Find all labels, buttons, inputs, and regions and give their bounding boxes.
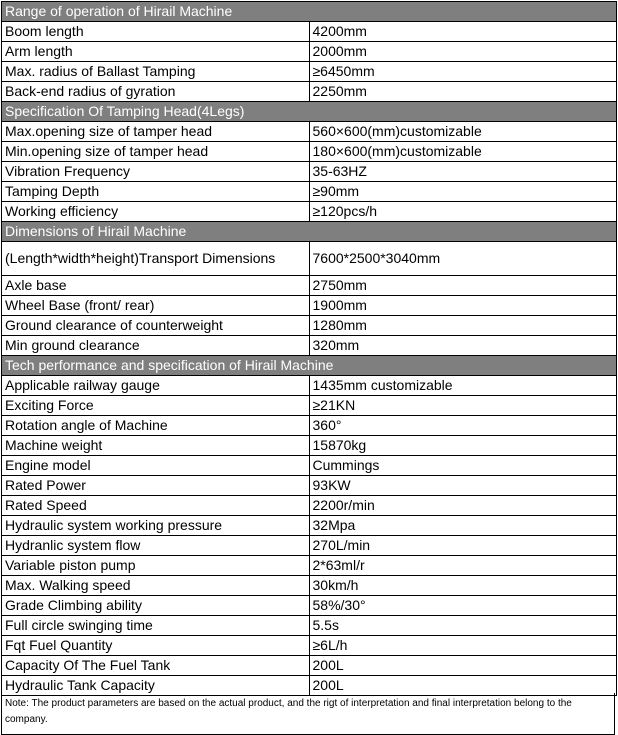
table-row: [2, 436, 617, 456]
table-row: [2, 42, 617, 62]
parameter-value: ≥6450mm: [309, 62, 617, 82]
parameter-name: Variable piston pump: [2, 556, 310, 576]
table-row: [2, 416, 617, 436]
table-row: [2, 202, 617, 222]
parameter-name: Max. Walking speed: [2, 576, 310, 596]
parameter-value: 4200mm: [309, 22, 617, 42]
parameter-name: Full circle swinging time: [2, 616, 310, 636]
parameter-value: 1435mm customizable: [309, 376, 617, 396]
table-row: [2, 576, 617, 596]
parameter-name: Rotation angle of Machine: [2, 416, 310, 436]
section-header: [2, 2, 617, 22]
parameter-name: Hydranlic system flow: [2, 536, 310, 556]
table-row: [2, 656, 617, 676]
parameter-value: 35-63HZ: [309, 162, 617, 182]
parameter-name: Hydraulic Tank Capacity: [2, 676, 310, 696]
table-row: [2, 396, 617, 416]
parameter-name: Machine weight: [2, 436, 310, 456]
parameter-value: 360°: [309, 416, 617, 436]
parameter-name: Tamping Depth: [2, 182, 310, 202]
table-row: [2, 82, 617, 102]
parameter-value: ≥6L/h: [309, 636, 617, 656]
section-title: Specification Of Tamping Head(4Legs): [2, 102, 617, 122]
parameter-value: ≥90mm: [309, 182, 617, 202]
parameter-name: Boom length: [2, 22, 310, 42]
table-row: [2, 62, 617, 82]
parameter-name: Rated Speed: [2, 496, 310, 516]
parameter-name: Rated Power: [2, 476, 310, 496]
parameter-value: 5.5s: [309, 616, 617, 636]
table-row: [2, 516, 617, 536]
section-header: [2, 222, 617, 242]
parameter-value: 2200r/min: [309, 496, 617, 516]
table-row: [2, 242, 617, 276]
table-row: [2, 556, 617, 576]
table-row: [2, 376, 617, 396]
table-row: [2, 636, 617, 656]
parameter-value: ≥120pcs/h: [309, 202, 617, 222]
table-row: [2, 142, 617, 162]
parameter-value: 560×600(mm)customizable: [309, 122, 617, 142]
parameter-value: 93KW: [309, 476, 617, 496]
parameter-name: Hydraulic system working pressure: [2, 516, 310, 536]
parameter-name: (Length*width*height)Transport Dimensions: [2, 242, 310, 276]
table-row: [2, 182, 617, 202]
parameter-value: 180×600(mm)customizable: [309, 142, 617, 162]
parameter-name: Min ground clearance: [2, 336, 310, 356]
parameter-name: Wheel Base (front/ rear): [2, 296, 310, 316]
parameter-name: Axle base: [2, 276, 310, 296]
parameter-value: 1900mm: [309, 296, 617, 316]
parameter-value: 58%/30°: [309, 596, 617, 616]
section-header: [2, 102, 617, 122]
parameter-name: Ground clearance of counterweight: [2, 316, 310, 336]
parameter-name: Capacity Of The Fuel Tank: [2, 656, 310, 676]
table-row: [2, 316, 617, 336]
parameter-value: ≥21KN: [309, 396, 617, 416]
parameter-value: 32Mpa: [309, 516, 617, 536]
table-row: [2, 596, 617, 616]
parameter-value: 320mm: [309, 336, 617, 356]
parameter-name: Vibration Frequency: [2, 162, 310, 182]
footnote: Note: The product parameters are based on the actual product, and the rigt of interpretation and final interpretation belong to the company.: [1, 693, 615, 735]
parameter-value: 7600*2500*3040mm: [309, 242, 617, 276]
parameter-value: 200L: [309, 676, 617, 696]
parameter-name: Working efficiency: [2, 202, 310, 222]
table-row: [2, 22, 617, 42]
parameter-name: Applicable railway gauge: [2, 376, 310, 396]
parameter-name: Grade Climbing ability: [2, 596, 310, 616]
table-row: [2, 122, 617, 142]
table-row: [2, 456, 617, 476]
parameter-name: Fqt Fuel Quantity: [2, 636, 310, 656]
table-row: [2, 296, 617, 316]
table-row: [2, 496, 617, 516]
parameter-value: 2250mm: [309, 82, 617, 102]
spec-table: [1, 1, 617, 696]
section-header: [2, 356, 617, 376]
parameter-value: 30km/h: [309, 576, 617, 596]
parameter-value: 200L: [309, 656, 617, 676]
table-row: [2, 536, 617, 556]
parameter-name: Engine model: [2, 456, 310, 476]
section-title: Tech performance and specification of Hirail Machine: [2, 356, 617, 376]
parameter-name: Max.opening size of tamper head: [2, 122, 310, 142]
parameter-value: 2000mm: [309, 42, 617, 62]
parameter-value: Cummings: [309, 456, 617, 476]
section-title: Dimensions of Hirail Machine: [2, 222, 617, 242]
table-row: [2, 336, 617, 356]
table-row: [2, 276, 617, 296]
parameter-name: Back-end radius of gyration: [2, 82, 310, 102]
parameter-name: Max. radius of Ballast Tamping: [2, 62, 310, 82]
parameter-name: Min.opening size of tamper head: [2, 142, 310, 162]
parameter-value: 1280mm: [309, 316, 617, 336]
parameter-value: 2750mm: [309, 276, 617, 296]
parameter-value: 2*63ml/r: [309, 556, 617, 576]
table-row: [2, 476, 617, 496]
table-row: [2, 162, 617, 182]
parameter-value: 15870kg: [309, 436, 617, 456]
table-row: [2, 616, 617, 636]
parameter-value: 270L/min: [309, 536, 617, 556]
parameter-name: Arm length: [2, 42, 310, 62]
section-title: Range of operation of Hirail Machine: [2, 2, 617, 22]
parameter-name: Exciting Force: [2, 396, 310, 416]
